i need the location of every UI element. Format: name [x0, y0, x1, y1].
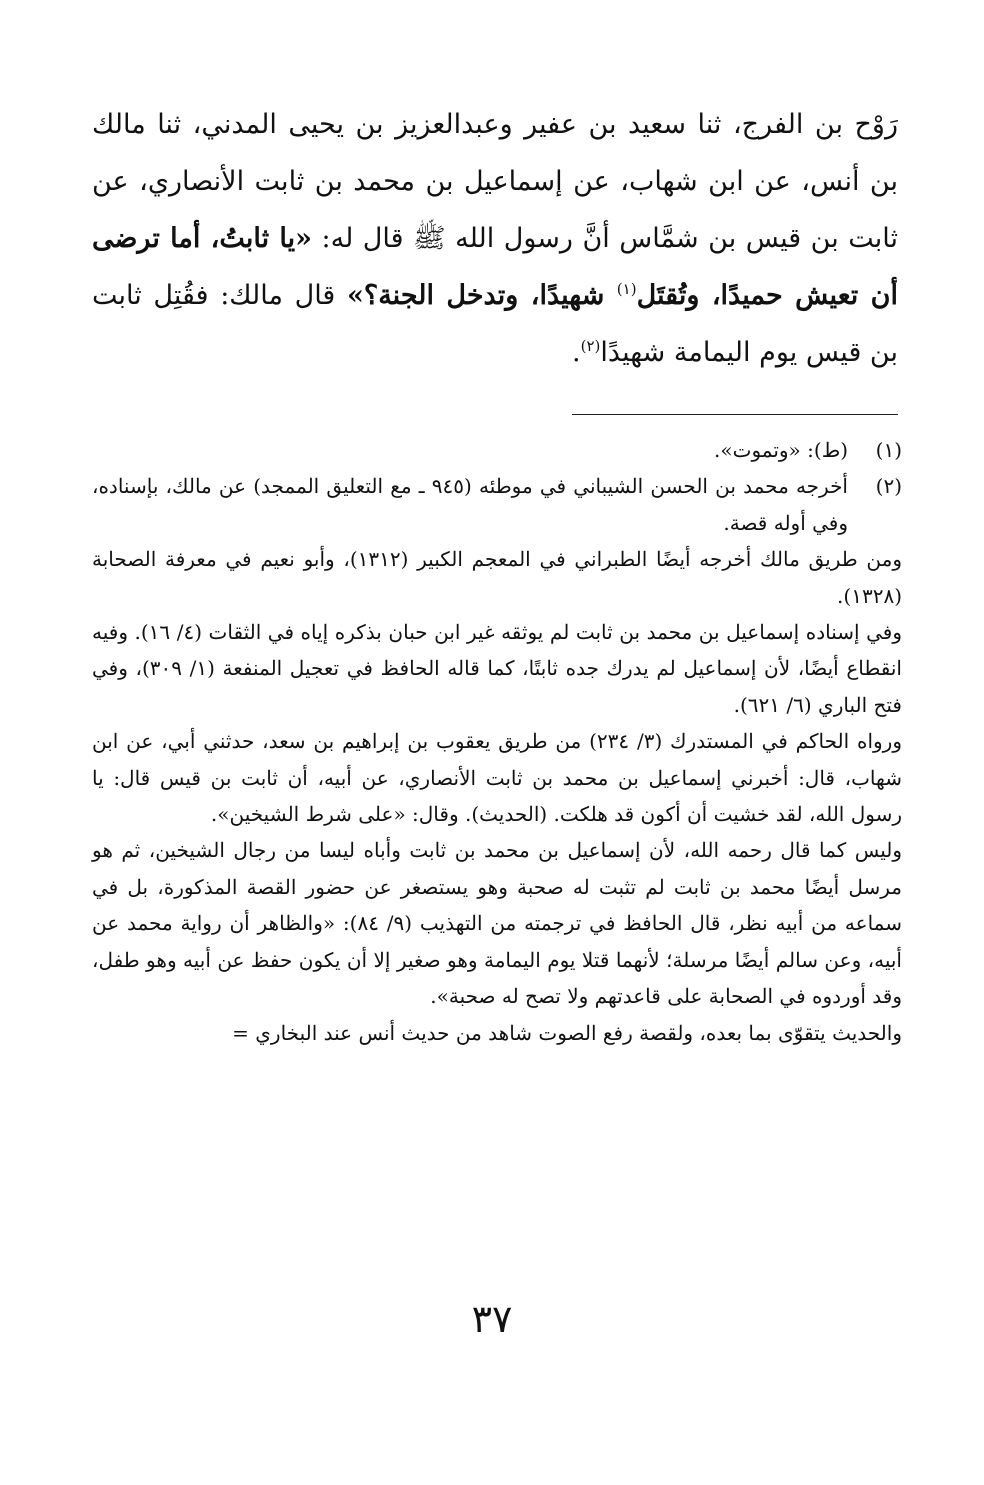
prophet-quote-part2: شهيدًا، وتدخل الجنة؟»	[346, 280, 617, 311]
main-text	[92, 96, 898, 381]
footnote-paragraph: وليس كما قال رحمه الله، لأن إسماعيل بن محمد بن ثابت وأباه ليسا من رجال الشيخين، ثم هو مرسل أيضًا محمد بن ثابت لم تثبت له صحبة وهو يستصغر عن حضور القصة المذكورة، بل في سماعه من أبيه نظر، قال الحافظ في ترجمته من التهذيب (٩/ ٨٤): «والظاهر أن رواية محمد عن أبيه، وعن سالم أيضًا مرسلة؛ لأنهما قتلا يوم اليمامة وهو صغير إلا أن يكون حفظ عن أبيه وهو طفل، وقد أوردوه في الصحابة على قاعدتهم ولا تصح له صحبة».	[92, 838, 902, 1009]
footnote-separator	[572, 414, 898, 415]
footnote-body	[92, 432, 848, 468]
footnote-1	[92, 432, 902, 468]
prophet-quote-part1: «يا ثابتُ، أما ترضى أن تعيش حميدًا، وتُقتَل	[92, 223, 899, 311]
footnote-2	[92, 468, 902, 541]
continuation-mark: =	[232, 1020, 249, 1045]
footnote-text: (ط): «وتموت».	[714, 438, 848, 462]
main-text-part2: قال مالك: فقُتِل ثابت بن قيس يوم اليمامة شهيدًا	[92, 280, 898, 368]
footnote-paragraph: ورواه الحاكم في المستدرك (٣/ ٢٣٤) من طريق يعقوب بن إبراهيم بن سعد، حدثني أبي، عن ابن شهاب، قال: أخبرني إسماعيل بن محمد بن ثابت الأنصاري، عن أبيه، أن ثابت بن قيس قال: يا رسول الله، لقد خشيت أن أكون قد هلكت. (الحديث). وقال: «على شرط الشيخين».	[92, 729, 902, 827]
footnote-paragraph: ومن طريق مالك أخرجه أيضًا الطبراني في المعجم الكبير (١٣١٢)، وأبو نعيم في معرفة الصحابة (١٣٢٨).	[92, 547, 902, 608]
footnote-number: (٢)	[875, 474, 902, 499]
footnote-paragraph: وفي إسناده إسماعيل بن محمد بن ثابت لم يوثقه غير ابن حبان بذكره إياه في الثقات (٤/ ١٦). وفيه انقطاع أيضًا، لأن إسماعيل لم يدرك جده ثابتًا، كما قاله الحافظ في تعجيل المنفعة (١/ ٣٠٩)، وفي فتح الباري (٦/ ٦٢١).	[92, 620, 902, 717]
main-text-end: .	[572, 337, 581, 368]
footnote-last-text: والحديث يتقوّى بما بعده، ولقصة رفع الصوت شاهد من حديث أنس عند البخاري	[255, 1020, 902, 1045]
footnote-number: (١)	[875, 438, 902, 462]
footnote-ref-2: (٢)	[580, 337, 601, 355]
page-number: ٣٧	[471, 1297, 513, 1341]
footnote-ref-1: (١)	[616, 280, 637, 298]
footnote-paragraph: أخرجه محمد بن الحسن الشيباني في موطئه (٩٤٥ ـ مع التعليق الممجد) عن مالك، بإسناده، وفي أوله قصة.	[92, 474, 848, 535]
main-text-part1: رَوْح بن الفرج، ثنا سعيد بن عفير وعبدالعزيز بن يحيى المدني، ثنا مالك بن أنس، عن ابن شهاب، عن إسماعيل بن محمد بن ثابت الأنصاري، عن ثابت بن قيس بن شمَّاس أنَّ رسول الله ﷺ قال له:	[92, 109, 898, 254]
footnote-body	[92, 468, 848, 541]
footnote-paragraph-last	[92, 1015, 902, 1051]
footnotes	[92, 432, 902, 1051]
